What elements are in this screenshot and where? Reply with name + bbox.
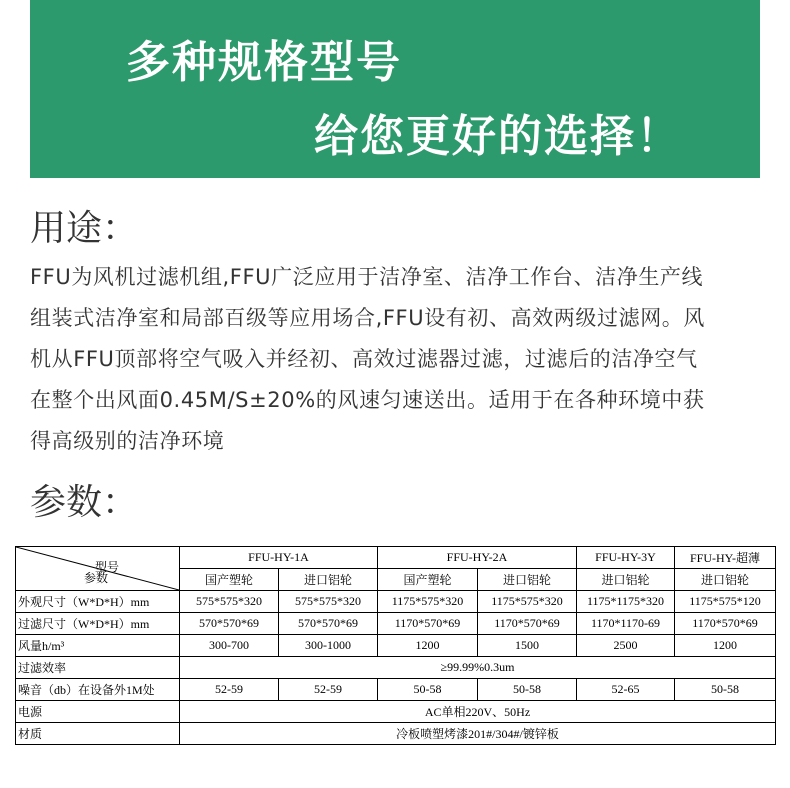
table-cell: 1170*570*69 [378, 613, 478, 635]
table-cell: 1175*1175*320 [577, 591, 675, 613]
table-cell: 1200 [378, 635, 478, 657]
usage-heading: 用途： [30, 208, 139, 249]
usage-line: 得高级别的洁净环境 [30, 429, 225, 453]
model-header: FFU-HY-2A [378, 547, 577, 569]
wheel-cell: 进口铝轮 [478, 569, 577, 591]
corner-bottom-label: 参数 [84, 571, 109, 585]
table-cell: 575*575*320 [180, 591, 279, 613]
spec-table [15, 546, 776, 745]
table-cell: AC单相220V、50Hz [180, 701, 776, 723]
table-cell: 1170*570*69 [675, 613, 776, 635]
row-label: 过滤尺寸（W*D*H）mm [16, 613, 180, 635]
table-row [16, 701, 776, 723]
usage-line: 在整个出风面0.45M/S±20%的风速匀速送出。适用于在各种环境中获 [30, 388, 705, 412]
model-header: FFU-HY-3Y [577, 547, 675, 569]
corner-cell [16, 547, 180, 591]
table-cell: 570*570*69 [279, 613, 378, 635]
table-cell: 575*575*320 [279, 591, 378, 613]
table-cell: ≥99.99%0.3um [180, 657, 776, 679]
row-label: 过滤效率 [16, 657, 180, 679]
banner-line-1: 多种规格型号 [126, 37, 402, 88]
table-cell: 1170*570*69 [478, 613, 577, 635]
table-row [16, 591, 776, 613]
table-cell: 1200 [675, 635, 776, 657]
wheel-cell: 进口铝轮 [675, 569, 776, 591]
usage-line: 机从FFU顶部将空气吸入并经初、高效过滤器过滤，过滤后的洁净空气 [30, 347, 698, 371]
table-cell: 1500 [478, 635, 577, 657]
table-row [16, 657, 776, 679]
table-cell: 570*570*69 [180, 613, 279, 635]
table-cell: 1175*575*120 [675, 591, 776, 613]
table-row [16, 723, 776, 745]
table-row [16, 547, 776, 569]
table-cell: 300-1000 [279, 635, 378, 657]
table-cell: 1175*575*320 [478, 591, 577, 613]
corner-top-label: 型号 [94, 560, 119, 574]
model-header: FFU-HY-超薄 [675, 547, 776, 569]
wheel-cell: 进口铝轮 [577, 569, 675, 591]
table-cell: 52-59 [279, 679, 378, 701]
table-cell: 300-700 [180, 635, 279, 657]
usage-paragraph [30, 257, 765, 462]
table-row [16, 635, 776, 657]
table-cell: 1175*575*320 [378, 591, 478, 613]
wheel-cell: 国产塑轮 [180, 569, 279, 591]
row-label: 电源 [16, 701, 180, 723]
table-cell: 2500 [577, 635, 675, 657]
row-label: 外观尺寸（W*D*H）mm [16, 591, 180, 613]
wheel-cell: 国产塑轮 [378, 569, 478, 591]
promo-banner [30, 0, 760, 178]
usage-line: 组装式洁净室和局部百级等应用场合,FFU设有初、高效两级过滤网。风 [30, 306, 706, 330]
table-row [16, 613, 776, 635]
model-header: FFU-HY-1A [180, 547, 378, 569]
table-cell: 50-58 [675, 679, 776, 701]
usage-line: FFU为风机过滤机组,FFU广泛应用于洁净室、洁净工作台、洁净生产线 [30, 265, 704, 289]
table-cell: 50-58 [378, 679, 478, 701]
wheel-cell: 进口铝轮 [279, 569, 378, 591]
table-cell: 52-59 [180, 679, 279, 701]
table-cell: 52-65 [577, 679, 675, 701]
row-label: 材质 [16, 723, 180, 745]
table-cell: 50-58 [478, 679, 577, 701]
banner-line-2: 给您更好的选择！ [314, 111, 682, 162]
table-cell: 冷板喷塑烤漆201#/304#/镀锌板 [180, 723, 776, 745]
row-label: 风量h/m³ [16, 635, 180, 657]
params-heading: 参数： [30, 482, 139, 523]
table-row [16, 679, 776, 701]
row-label: 噪音（db）在设备外1M处 [16, 679, 180, 701]
table-cell: 1170*1170-69 [577, 613, 675, 635]
